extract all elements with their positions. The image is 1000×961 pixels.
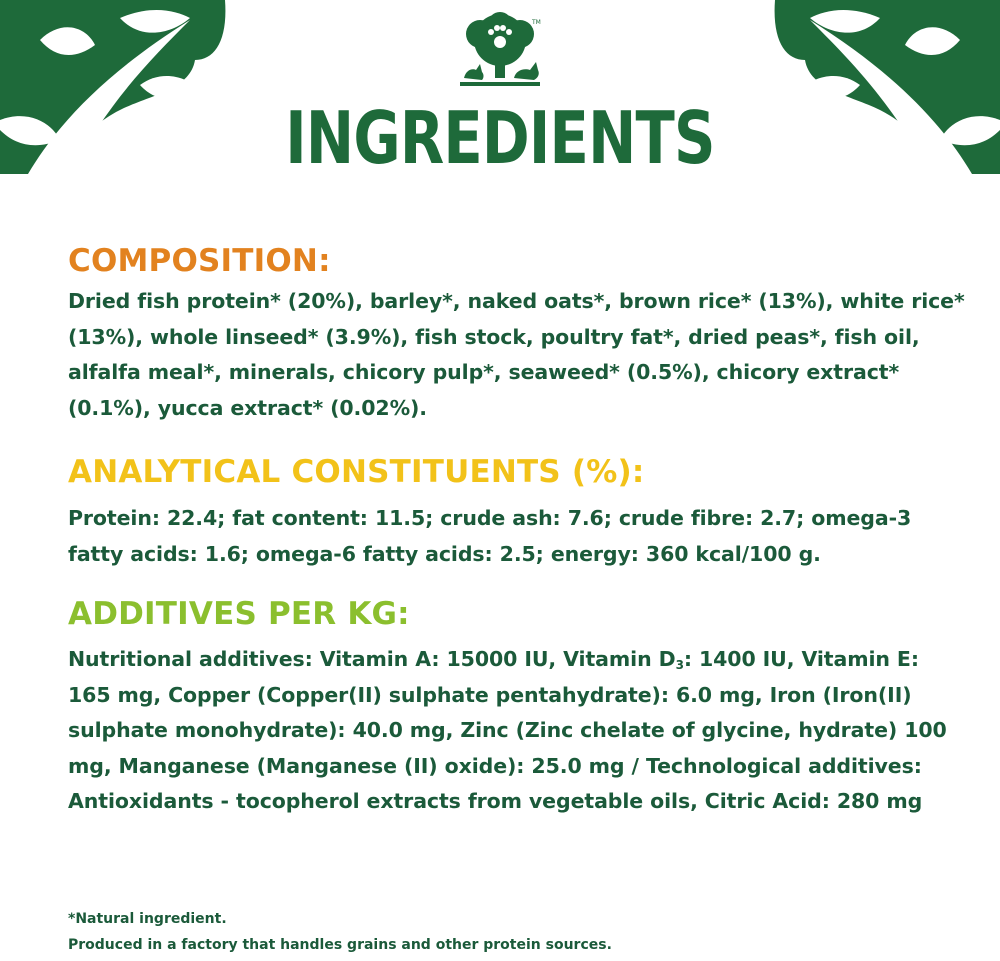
additives-text [68,642,968,820]
composition-section [68,242,968,426]
footnotes [68,906,968,958]
footnote-natural: *Natural ingredient. [68,911,227,927]
footnote-factory: Produced in a factory that handles grains and other protein sources. [68,937,612,953]
page-title: INGREDIENTS [285,96,715,174]
composition-text: Dried fish protein* (20%), barley*, naked oats*, brown rice* (13%), white rice* (13%), whole linseed* (3.9%), fish stock, poultry fat*, dried peas*, fish oil, alfalfa meal*, minerals, chicory pulp*, seaweed* (0.5%), chicory extract* (0.1%), yucca extract* (0.02%). [68,289,965,420]
header-banner [0,0,1000,174]
tree-with-cat-and-dog-icon [454,12,546,92]
additives-text-part1: Nutritional additives: Vitamin A: 15000 IU, Vitamin D [68,647,676,671]
additives-section [68,595,968,820]
analytical-section [68,453,968,572]
additives-heading: ADDITIVES PER KG: [68,596,410,632]
additives-text-part2: : 1400 IU, Vitamin E: 165 mg, Copper (Copper(II) sulphate pentahydrate): 6.0 mg, Iron (Iron(II) sulphate monohydrate): 40.0 mg, Zinc (Zinc chelate of glycine, hydrate) 100 mg, Manganese (Manganese (II) oxide): 25.0 mg / Technological additives: Antioxidants - tocopherol extracts from vegetable oils, Citric Acid: 280 mg [68,647,947,813]
analytical-heading: ANALYTICAL CONSTITUENTS (%): [68,454,645,490]
analytical-text: Protein: 22.4; fat content: 11.5; crude ash: 7.6; crude fibre: 2.7; omega-3 fatty acids: 1.6; omega-6 fatty acids: 2.5; energy: 360 kcal/100 g. [68,506,912,566]
composition-heading: COMPOSITION: [68,243,331,279]
vitamin-d-subscript: 3 [675,658,684,672]
svg-text:TM: TM [532,19,541,26]
